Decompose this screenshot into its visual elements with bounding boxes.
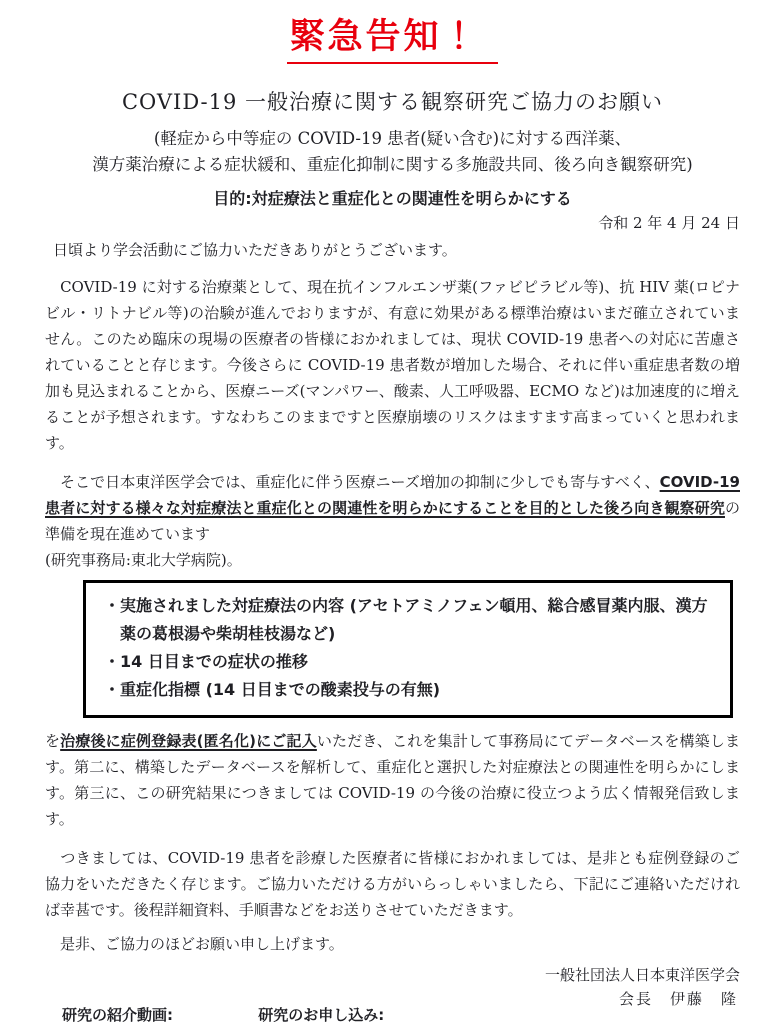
paragraph-treatment-background: COVID-19 に対する治療薬として、現在抗インフルエンザ薬(ファビピラビル等)、抗 HIV 薬(ロピナビル・リトナビル等)の治験が進んでおりますが、有意に効果がある標準治療はいまだ確立されていません。このため臨床の現場の医療者の皆様におかれましては、現状 COVID-19 患者への対応に苦慮されていることと存じます。今後さらに COVID-19 患者数が増加した場合、それに伴い重症患者数の増加も見込まれることから、医療ニーズ(マンパワー、酸素、人工呼吸器、ECMO など)は加速度的に増えることが予想されます。すなわちこのままですと医療崩壊のリスクはますます高まっていくと思われます。 bbox=[45, 278, 740, 452]
study-description-line1: (軽症から中等症の COVID-19 患者(疑い含む)に対する西洋薬、 bbox=[153, 129, 632, 148]
footer-links-row bbox=[62, 1005, 384, 1025]
registry-prefix: を bbox=[45, 732, 61, 750]
document-date: 令和 2 年 4 月 24 日 bbox=[598, 214, 740, 232]
signature-block bbox=[545, 963, 740, 1011]
paragraph-registry-process bbox=[45, 728, 740, 832]
study-purpose: 目的:対症療法と重症化との関連性を明らかにする bbox=[213, 189, 572, 208]
registry-emphasis: 治療後に症例登録表(匿名化)にご記入 bbox=[60, 732, 317, 750]
registry-rest: いただき、これを集計して事務局にてデータベースを構築します。第二に、構築したデータベースを解析して、重症化と選択した対症療法との関連性を明らかにします。第三に、この研究結果につきましては COVID-19 の今後の治療に役立つよう広く情報発信致します。 bbox=[45, 732, 740, 828]
bottom-block bbox=[45, 963, 740, 1027]
survey-item-severity-index: ・重症化指標 (14 日目までの酸素投与の有無) bbox=[104, 680, 441, 699]
document-subtitle: COVID-19 一般治療に関する観察研究ご協力のお願い bbox=[121, 90, 664, 114]
urgent-notice-title-wrap bbox=[45, 12, 740, 64]
study-announcement-normal1: そこで日本東洋医学会では、重症化に伴う医療ニーズ増加の抑制に少しでも寄与すべく、 bbox=[45, 473, 660, 491]
survey-item-symptom-course: ・14 日目までの症状の推移 bbox=[104, 652, 308, 671]
signature-president: 会長 伊藤 隆 bbox=[618, 990, 738, 1008]
apply-label: 研究のお申し込み: bbox=[258, 1006, 385, 1024]
study-announcement-normal2: の準備を現在進めています bbox=[45, 499, 740, 543]
urgent-notice-title: 緊急告知！ bbox=[287, 16, 497, 64]
study-office-note: (研究事務局:東北大学病院)。 bbox=[45, 551, 242, 569]
greeting-line: 日頃より学会活動にご協力いただきありがとうございます。 bbox=[53, 241, 457, 259]
study-description-line2: 漢方薬治療による症状緩和、重症化抑制に関する多施設共同、後ろ向き観察研究) bbox=[92, 155, 693, 174]
paragraph-cooperation-request: つきましては、COVID-19 患者を診療した医療者に皆様におかれましては、是非とも症例登録のご協力をいただきたく存じます。ご協力いただける方がいらっしゃいましたら、下記にご連絡いただければ幸甚です。後程詳細資料、手順書などをお送りさせていただきます。 bbox=[45, 849, 740, 919]
survey-items-box bbox=[83, 580, 733, 718]
signature-organization: 一般社団法人日本東洋医学会 bbox=[544, 966, 740, 984]
closing-line: 是非、ご協力のほどお願い申し上げます。 bbox=[45, 935, 344, 953]
study-announcement-emphasis: COVID-19 患者に対する様々な対症療法と重症化との関連性を明らかにすることを目的とした後ろ向き観察研究 bbox=[45, 473, 740, 517]
survey-item-treatments: ・実施されました対症療法の内容 (アセトアミノフェン頓用、総合感冒薬内服、漢方薬の葛根湯や柴胡桂枝湯など) bbox=[104, 596, 708, 643]
study-description-parenthetical bbox=[45, 126, 740, 178]
paragraph-study-announcement bbox=[45, 469, 740, 573]
intro-video-label: 研究の紹介動画: bbox=[62, 1006, 173, 1024]
